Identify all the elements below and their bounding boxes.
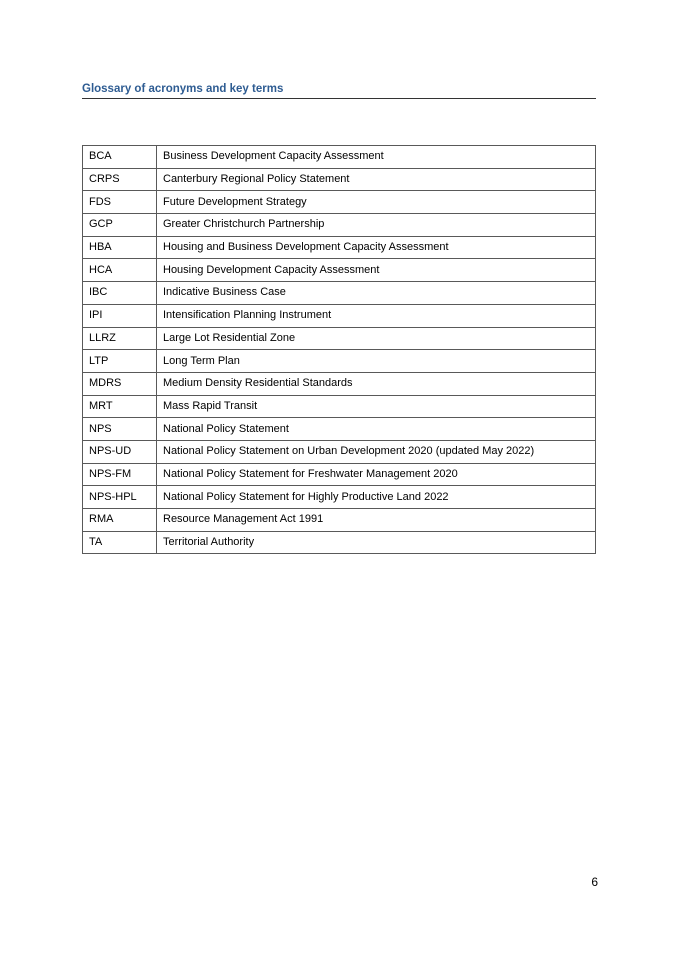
- acronym-cell: NPS-HPL: [83, 486, 157, 509]
- acronym-cell: IBC: [83, 282, 157, 305]
- term-cell: National Policy Statement for Freshwater Management 2020: [157, 463, 596, 486]
- table-row: [83, 304, 596, 327]
- table-row: [83, 509, 596, 532]
- term-cell: Business Development Capacity Assessment: [157, 146, 596, 169]
- section-heading: Glossary of acronyms and key terms: [82, 82, 596, 99]
- acronym-cell: HCA: [83, 259, 157, 282]
- acronym-cell: BCA: [83, 146, 157, 169]
- acronym-cell: CRPS: [83, 168, 157, 191]
- acronym-cell: NPS-FM: [83, 463, 157, 486]
- term-cell: Intensification Planning Instrument: [157, 304, 596, 327]
- term-cell: Resource Management Act 1991: [157, 509, 596, 532]
- term-cell: Housing and Business Development Capacity Assessment: [157, 236, 596, 259]
- acronym-cell: MDRS: [83, 372, 157, 395]
- table-row: [83, 350, 596, 373]
- acronym-cell: RMA: [83, 509, 157, 532]
- term-cell: Indicative Business Case: [157, 282, 596, 305]
- table-row: [83, 486, 596, 509]
- term-cell: Future Development Strategy: [157, 191, 596, 214]
- table-row: [83, 372, 596, 395]
- term-cell: National Policy Statement on Urban Development 2020 (updated May 2022): [157, 440, 596, 463]
- term-cell: Long Term Plan: [157, 350, 596, 373]
- page-number: 6: [591, 875, 598, 889]
- acronym-cell: TA: [83, 531, 157, 554]
- glossary-table-body: [83, 146, 596, 554]
- table-row: [83, 463, 596, 486]
- acronym-cell: FDS: [83, 191, 157, 214]
- term-cell: Territorial Authority: [157, 531, 596, 554]
- term-cell: Mass Rapid Transit: [157, 395, 596, 418]
- table-row: [83, 440, 596, 463]
- acronym-cell: GCP: [83, 214, 157, 237]
- acronym-cell: LTP: [83, 350, 157, 373]
- term-cell: Large Lot Residential Zone: [157, 327, 596, 350]
- table-row: [83, 146, 596, 169]
- term-cell: Housing Development Capacity Assessment: [157, 259, 596, 282]
- table-row: [83, 418, 596, 441]
- term-cell: Canterbury Regional Policy Statement: [157, 168, 596, 191]
- table-row: [83, 531, 596, 554]
- table-row: [83, 282, 596, 305]
- table-row: [83, 214, 596, 237]
- acronym-cell: IPI: [83, 304, 157, 327]
- term-cell: Greater Christchurch Partnership: [157, 214, 596, 237]
- term-cell: National Policy Statement: [157, 418, 596, 441]
- acronym-cell: MRT: [83, 395, 157, 418]
- acronym-cell: LLRZ: [83, 327, 157, 350]
- table-row: [83, 327, 596, 350]
- term-cell: Medium Density Residential Standards: [157, 372, 596, 395]
- acronym-cell: NPS: [83, 418, 157, 441]
- glossary-table: [82, 145, 596, 554]
- table-row: [83, 395, 596, 418]
- acronym-cell: HBA: [83, 236, 157, 259]
- acronym-cell: NPS-UD: [83, 440, 157, 463]
- table-row: [83, 259, 596, 282]
- table-row: [83, 191, 596, 214]
- term-cell: National Policy Statement for Highly Productive Land 2022: [157, 486, 596, 509]
- table-row: [83, 168, 596, 191]
- table-row: [83, 236, 596, 259]
